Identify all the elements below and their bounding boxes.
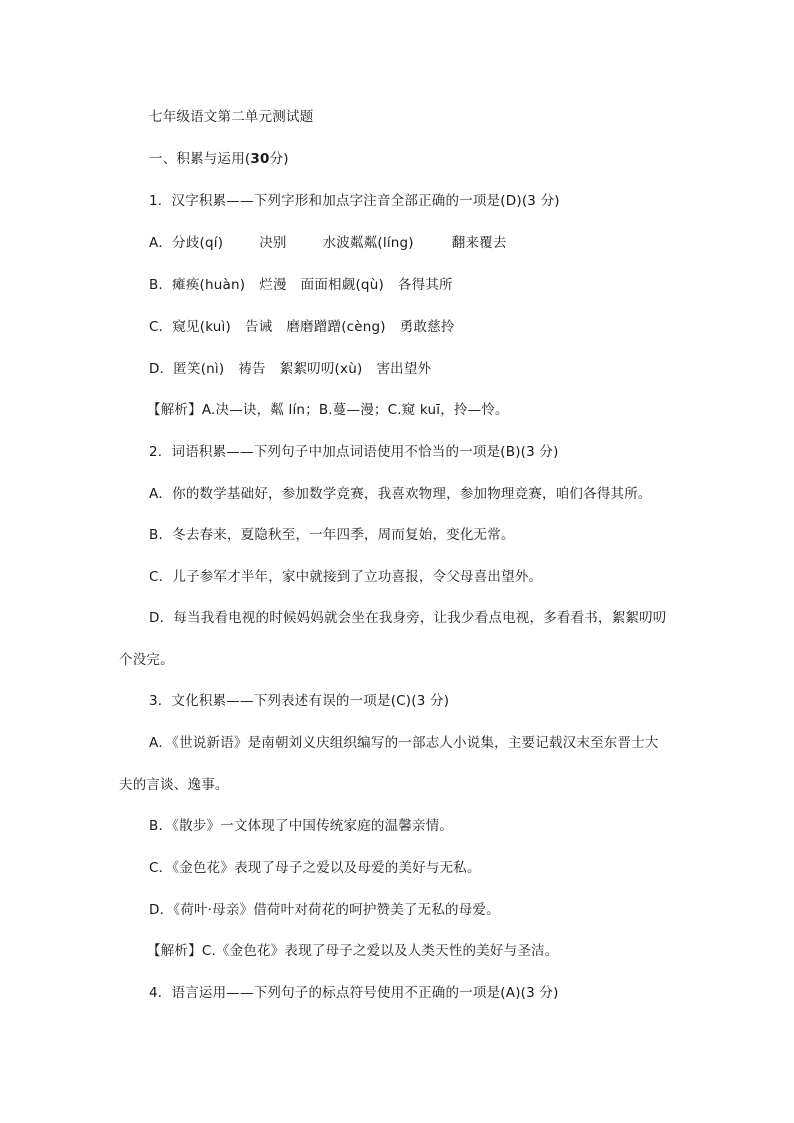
option-text: 各得其所 [397, 277, 453, 293]
option-text: 决别 [259, 235, 287, 251]
option-text: 磨磨蹭蹭(cèng) [286, 319, 386, 335]
section-heading-prefix: 一、积累与运用( [149, 151, 251, 167]
analysis-label: 【解析】 [147, 943, 202, 959]
question-2-stem: 2．词语积累——下列句子中加点词语使用不恰当的一项是(B)(3 分) [149, 444, 559, 460]
option-text: B．瘫痪(huàn) [149, 277, 246, 293]
option-text: 面面相觑(qù) [300, 277, 384, 293]
question-1-analysis [147, 400, 509, 420]
question-3-option-a-line2: 夫的言谈、逸事。 [119, 777, 229, 793]
question-4-stem: 4．语言运用——下列句子的标点符号使用不正确的一项是(A)(3 分) [149, 985, 559, 1001]
question-1-option-b [149, 275, 453, 295]
question-3-stem: 3．文化积累——下列表述有误的一项是(C)(3 分) [149, 693, 450, 709]
question-3-option-c: C．《金色花》表现了母子之爱以及母爱的美好与无私。 [149, 860, 481, 876]
option-text: C．窥见(kuì) [149, 319, 231, 335]
section-score: 30 [250, 151, 270, 167]
document-title: 七年级语文第二单元测试题 [149, 109, 314, 125]
question-1-option-d [149, 359, 431, 379]
option-text: 絮絮叨叨(xù) [279, 361, 363, 377]
option-text: 祷告 [238, 361, 266, 377]
option-text: 水波粼粼(líng) [322, 235, 414, 251]
section-heading [149, 149, 289, 169]
question-3-analysis [147, 941, 558, 961]
question-2-option-c: C．儿子参军才半年，家中就接到了立功喜报，令父母喜出望外。 [149, 569, 543, 585]
question-1-option-c [149, 317, 455, 337]
analysis-text: A.决—诀，粼 lín；B.蔓—漫；C.窥 kuī，拎—怜。 [201, 402, 509, 418]
question-2-option-b: B．冬去春来，夏隐秋至，一年四季，周而复始，变化无常。 [149, 527, 515, 543]
section-heading-suffix: 分) [269, 151, 289, 167]
option-text: A．分歧(qí) [149, 235, 224, 251]
question-3-option-d: D．《荷叶·母亲》借荷叶对荷花的呵护赞美了无私的母爱。 [149, 902, 500, 918]
analysis-label: 【解析】 [147, 402, 202, 418]
option-text: 烂漫 [259, 277, 287, 293]
option-text: 勇敢慈拎 [399, 319, 455, 335]
question-1-stem: 1．汉字积累——下列字形和加点字注音全部正确的一项是(D)(3 分) [149, 193, 560, 209]
option-text: 告诫 [244, 319, 273, 335]
option-text: 害出望外 [376, 361, 432, 377]
question-2-option-d-line1: D．每当我看电视的时候妈妈就会坐在我身旁，让我少看点电视，多看看书，絮絮叨叨 [149, 610, 667, 626]
analysis-text: C.《金色花》表现了母子之爱以及人类天性的美好与圣洁。 [201, 943, 559, 959]
question-1-option-a [149, 233, 507, 253]
question-3-option-b: B．《散步》一文体现了中国传统家庭的温馨亲情。 [149, 818, 454, 834]
question-3-option-a-line1: A．《世说新语》是南朝刘义庆组织编写的一部志人小说集，主要记载汉末至东晋士大 [149, 735, 659, 751]
option-text: D．匿笑(nì) [149, 361, 225, 377]
question-2-option-a: A．你的数学基础好，参加数学竞赛，我喜欢物理，参加物理竞赛，咱们各得其所。 [149, 486, 652, 502]
option-text: 翻来覆去 [451, 235, 507, 251]
question-2-option-d-line2: 个没完。 [119, 652, 174, 668]
